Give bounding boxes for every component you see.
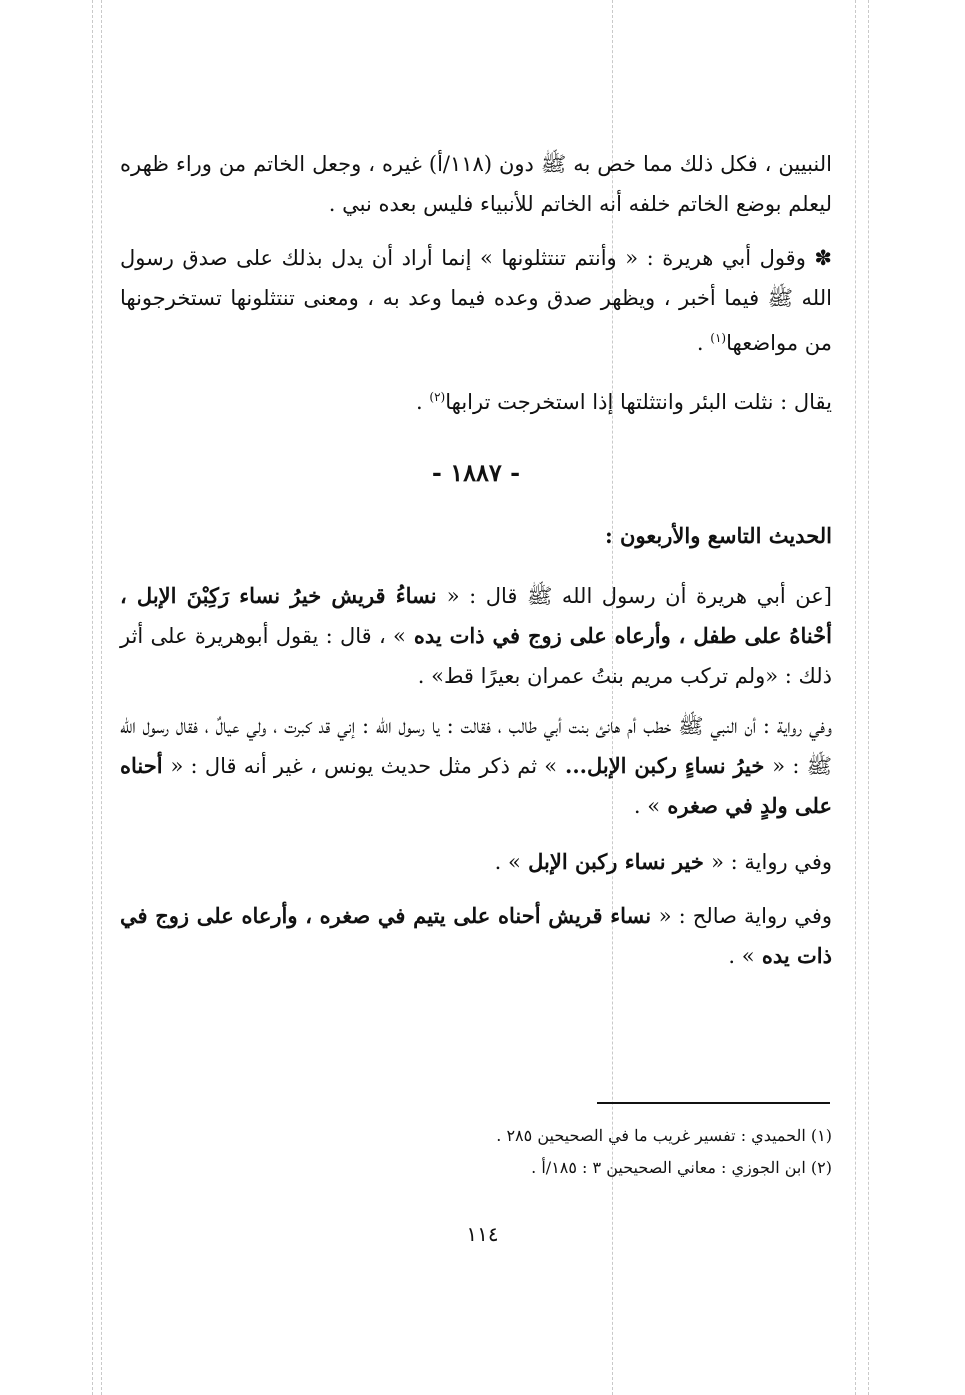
footnote-ref-1: (١) — [710, 331, 727, 345]
riwaya-short: وفي رواية : « خير نساء ركبن الإبل » . — [494, 849, 832, 874]
margin-guide-right-outer — [868, 0, 869, 1395]
footnote-1: (١) الحميدي : تفسير غريب ما في الصحيحين ٢٨٥ . — [496, 1126, 832, 1145]
riwaya-umm-hani: وفي رواية : أن النبي ﷺ خطب أم هانئ بنت أبي طالب ، فقالت : يا رسول الله : إني قد كبرت ، ولي عيالٌ ، فقال رسول الله ﷺ : « خيرُ نساءٍ ركبن الإبل... » ثم ذكر مثل حديث يونس ، غير أنه قال : « أحناه على ولدٍ في صغره » . — [120, 714, 832, 818]
top-text-section — [120, 144, 832, 422]
margin-guide-left — [92, 0, 93, 1395]
hadith-title: الحديث التاسع والأربعون : — [604, 523, 832, 548]
hadith-main-text: [عن أبي هريرة أن رسول الله ﷺ قال : « نساءُ قريش خيرُ نساء رَكِبْنَ الإبل ، أحْناهُ على طفل ، وأرعاه على زوج في ذات يده » ، قال : يقول أبوهريرة على أثر ذلك : «ولم تركب مريم بنتُ عمران بعيرًا قط» . — [120, 583, 832, 688]
hadith-number-heading: - ١٨٨٧ - — [431, 458, 521, 487]
paragraph-definition: يقال : نثلت البئر وانتثلتها إذا استخرجت ترابها$^{(٢)}$ . — [416, 390, 832, 414]
hadith-section — [120, 516, 832, 976]
paragraph-abu-hurairah-comment: ✽ وقول أبي هريرة : « وأنتم تنتثلونها » إنما أراد أن يدل بذلك على صدق رسول الله ﷺ فيما أخبر ، ويظهر صدق وعده فيما وعد به ، ومعنى تنتثلونها تستخرجونها من مواضعها$^{(١)}$ . — [120, 246, 832, 355]
margin-guide-left-inner — [101, 0, 102, 1395]
footnote-separator — [597, 1102, 830, 1104]
footnote-ref-2: (٢) — [429, 390, 446, 404]
page-number: ١١٤ — [466, 1222, 499, 1246]
riwaya-salih: وفي رواية صالح : « نساء قريش أحناه على يتيم في صغره ، وأرعاه على زوج في ذات يده » . — [120, 903, 832, 968]
margin-guide-right — [855, 0, 856, 1395]
paragraph-seal-of-prophets: النبيين ، فكل ذلك مما خص به ﷺ دون (١١٨/أ) غيره ، وجعل الخاتم من وراء ظهره ليعلم بوضع الخاتم خلفه أنه الخاتم للأنبياء فليس بعده نبي . — [120, 152, 832, 216]
footnote-2: (٢) ابن الجوزي : معاني الصحيحين ٣ : ١٨٥/أ . — [531, 1158, 832, 1177]
footnotes — [400, 1120, 832, 1184]
